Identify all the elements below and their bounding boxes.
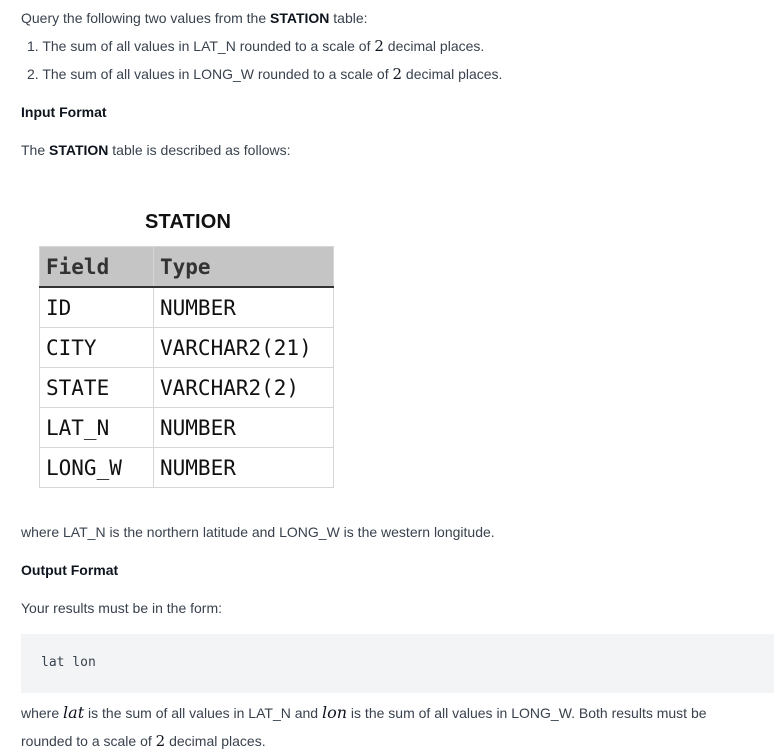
math-value: 2 bbox=[374, 37, 384, 55]
table-row bbox=[40, 368, 334, 408]
station-schema-table bbox=[39, 246, 334, 488]
input-format-description: The STATION table is described as follows: bbox=[21, 142, 291, 158]
table-row bbox=[40, 448, 334, 488]
type-cell: VARCHAR2(21) bbox=[154, 328, 334, 368]
type-cell: NUMBER bbox=[154, 287, 334, 328]
table-row bbox=[40, 408, 334, 448]
output-explanation-line-1: where lat is the sum of all values in LAT_N and lon is the sum of all values in LONG_W. Both results must be bbox=[21, 703, 707, 722]
field-cell: LAT_N bbox=[40, 408, 154, 448]
table-name-bold: STATION bbox=[270, 10, 330, 26]
coordinates-note: where LAT_N is the northern latitude and LONG_W is the western longitude. bbox=[21, 524, 495, 540]
table-header-row bbox=[40, 247, 334, 288]
column-header: Field bbox=[40, 247, 154, 288]
code-block bbox=[21, 634, 774, 693]
table-row bbox=[40, 287, 334, 328]
station-table-title: STATION bbox=[145, 211, 232, 233]
field-cell: STATE bbox=[40, 368, 154, 408]
output-format-description: Your results must be in the form: bbox=[21, 600, 223, 616]
type-cell: NUMBER bbox=[154, 448, 334, 488]
output-format-heading: Output Format bbox=[21, 562, 119, 578]
math-value: 2 bbox=[392, 65, 403, 83]
type-cell: VARCHAR2(2) bbox=[154, 368, 334, 408]
input-format-heading: Input Format bbox=[21, 104, 107, 120]
math-value: 2 bbox=[155, 732, 166, 750]
intro-text: Query the following two values from the STATION table: bbox=[21, 10, 368, 26]
field-cell: ID bbox=[40, 287, 154, 328]
list-item: 2. The sum of all values in LONG_W rounded to a scale of 2 decimal places. bbox=[27, 65, 503, 83]
table-row bbox=[40, 328, 334, 368]
math-variable: lon bbox=[321, 703, 348, 722]
output-explanation-line-2: rounded to a scale of 2 decimal places. bbox=[21, 732, 266, 750]
field-cell: CITY bbox=[40, 328, 154, 368]
list-item: 1. The sum of all values in LAT_N rounded to a scale of 2 decimal places. bbox=[27, 37, 485, 55]
math-variable: lat bbox=[63, 703, 85, 722]
code-text: lat lon bbox=[41, 655, 96, 670]
column-header: Type bbox=[154, 247, 334, 288]
field-cell: LONG_W bbox=[40, 448, 154, 488]
type-cell: NUMBER bbox=[154, 408, 334, 448]
